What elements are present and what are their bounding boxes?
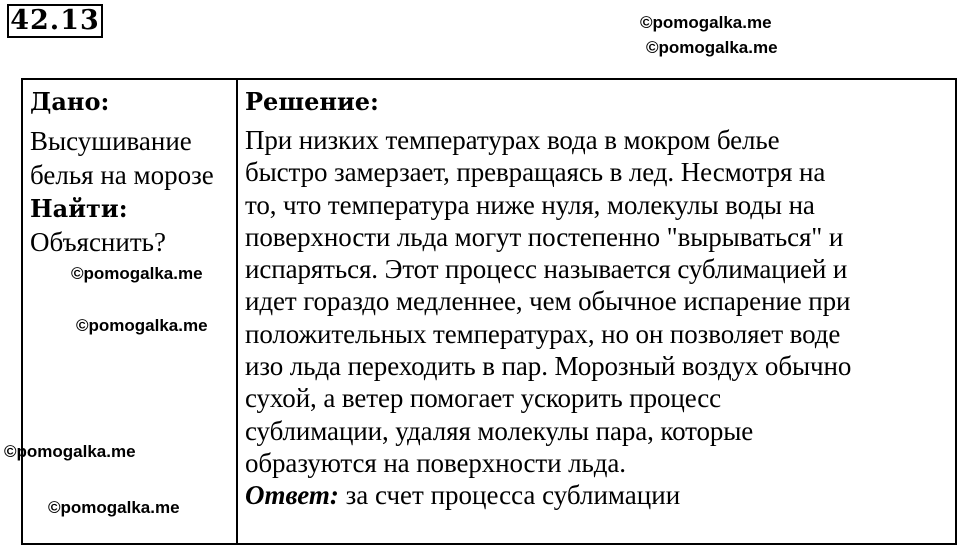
answer [245, 479, 953, 511]
solution-line: образуются на поверхности льда. [245, 447, 626, 478]
solution-line: сухой, а ветер помогает ускорить процесс [245, 383, 722, 414]
find-heading: Найти: [30, 194, 128, 223]
solution-heading: Решение: [245, 87, 379, 116]
column-divider [236, 80, 238, 543]
solution-line: положительных температурах, но он позволяет воде [245, 318, 841, 349]
solution-line: быстро замерзает, превращаясь в лед. Несмотря на [245, 157, 826, 188]
given-heading: Дано: [30, 87, 110, 116]
solution-column [245, 85, 953, 511]
solution-line: сублимации, удаляя молекулы пара, которые [245, 415, 754, 446]
answer-label: Ответ: [245, 480, 339, 511]
watermark: ©pomogalka.me [640, 13, 772, 32]
solution-table [21, 78, 957, 545]
watermark: ©pomogalka.me [71, 264, 203, 283]
find-text: Объяснить? [30, 227, 166, 257]
solution-line: изо льда переходить в пар. Морозный воздух обычно [245, 351, 852, 382]
solution-line: идет гораздо медленнее, чем обычное испарение при [245, 286, 851, 317]
watermark: ©pomogalka.me [76, 316, 208, 335]
solution-line: поверхности льда могут постепенно "вырываться" и [245, 221, 844, 252]
watermark: ©pomogalka.me [48, 498, 180, 517]
solution-line: При низких температурах вода в мокром белье [245, 125, 780, 155]
solution-line: то, что температура ниже нуля, молекулы воды на [245, 189, 815, 220]
watermark: ©pomogalka.me [4, 442, 136, 461]
answer-text: за счет процесса сублимации [338, 480, 681, 511]
problem-number: 42.13 [7, 4, 103, 38]
solution-line: испаряться. Этот процесс называется сублимацией и [245, 254, 848, 285]
watermark: ©pomogalka.me [646, 38, 778, 57]
given-text: Высушивание белья на морозе [30, 126, 214, 190]
given-column [30, 85, 230, 260]
solution-text [245, 124, 953, 479]
